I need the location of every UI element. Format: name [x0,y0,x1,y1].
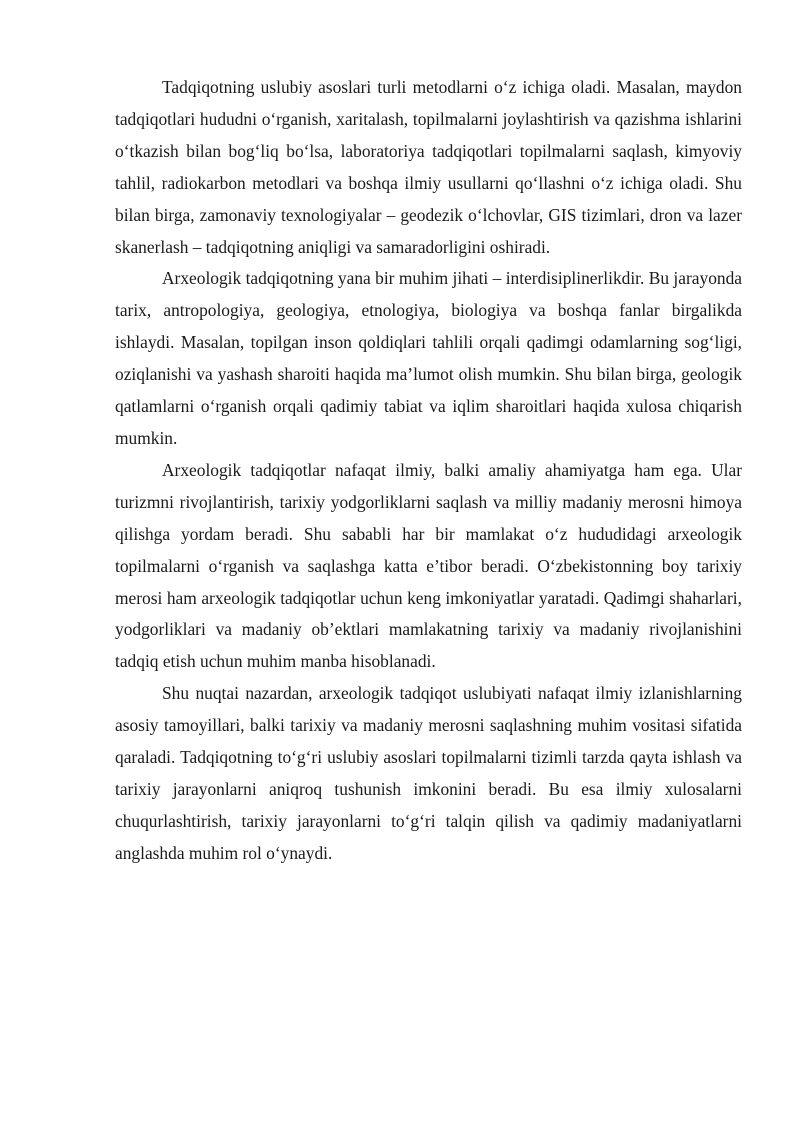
paragraph-methods: Tadqiqotning uslubiy asoslari turli metodlarni o‘z ichiga oladi. Masalan, maydon tadqiqotlari hududni o‘rganish, xaritalash, topilmalarni joylashtirish va qazishma ishlarini o‘tkazish bilan bog‘liq bo‘lsa, laboratoriya tadqiqotlari topilmalarni saqlash, kimyoviy tahlil, radiokarbon metodlari va boshqa ilmiy usullarni qo‘llashni o‘z ichiga oladi. Shu bilan birga, zamonaviy texnologiyalar – geodezik o‘lchovlar, GIS tizimlari, dron va lazer skanerlash – tadqiqotning aniqligi va samaradorligini oshiradi. [115,77,742,257]
body-text [115,72,742,870]
paragraph-interdisciplinarity: Arxeologik tadqiqotning yana bir muhim jihati – interdisiplinerlikdir. Bu jarayonda tarix, antropologiya, geologiya, etnologiya, biologiya va boshqa fanlar birgalikda ishlaydi. Masalan, topilgan inson qoldiqlari tahlili orqali qadimgi odamlarning sog‘ligi, oziqlanishi va yashash sharoiti haqida ma’lumot olish mumkin. Shu bilan birga, geologik qatlamlarni o‘rganish orqali qadimiy tabiat va iqlim sharoitlari haqida xulosa chiqarish mumkin. [115,268,742,448]
paragraph-conclusion: Shu nuqtai nazardan, arxeologik tadqiqot uslubiyati nafaqat ilmiy izlanishlarning asosiy tamoyillari, balki tarixiy va madaniy merosni saqlashning muhim vositasi sifatida qaraladi. Tadqiqotning to‘g‘ri uslubiy asoslari topilmalarni tizimli tarzda qayta ishlash va tarixiy jarayonlarni aniqroq tushunish imkonini beradi. Bu esa ilmiy xulosalarni chuqurlashtirish, tarixiy jarayonlarni to‘g‘ri talqin qilish va qadimiy madaniyatlarni anglashda muhim rol o‘ynaydi. [115,683,742,863]
paragraph-practical-significance: Arxeologik tadqiqotlar nafaqat ilmiy, balki amaliy ahamiyatga ham ega. Ular turizmni rivojlantirish, tarixiy yodgorliklarni saqlash va milliy madaniy merosni himoya qilishga yordam beradi. Shu sababli har bir mamlakat o‘z hududidagi arxeologik topilmalarni o‘rganish va saqlashga katta e’tibor beradi. O‘zbekistonning boy tarixiy merosi ham arxeologik tadqiqotlar uchun keng imkoniyatlar yaratadi. Qadimgi shaharlari, yodgorliklari va madaniy ob’ektlari mamlakatning tarixiy va madaniy rivojlanishini tadqiq etish uchun muhim manba hisoblanadi. [115,459,742,672]
